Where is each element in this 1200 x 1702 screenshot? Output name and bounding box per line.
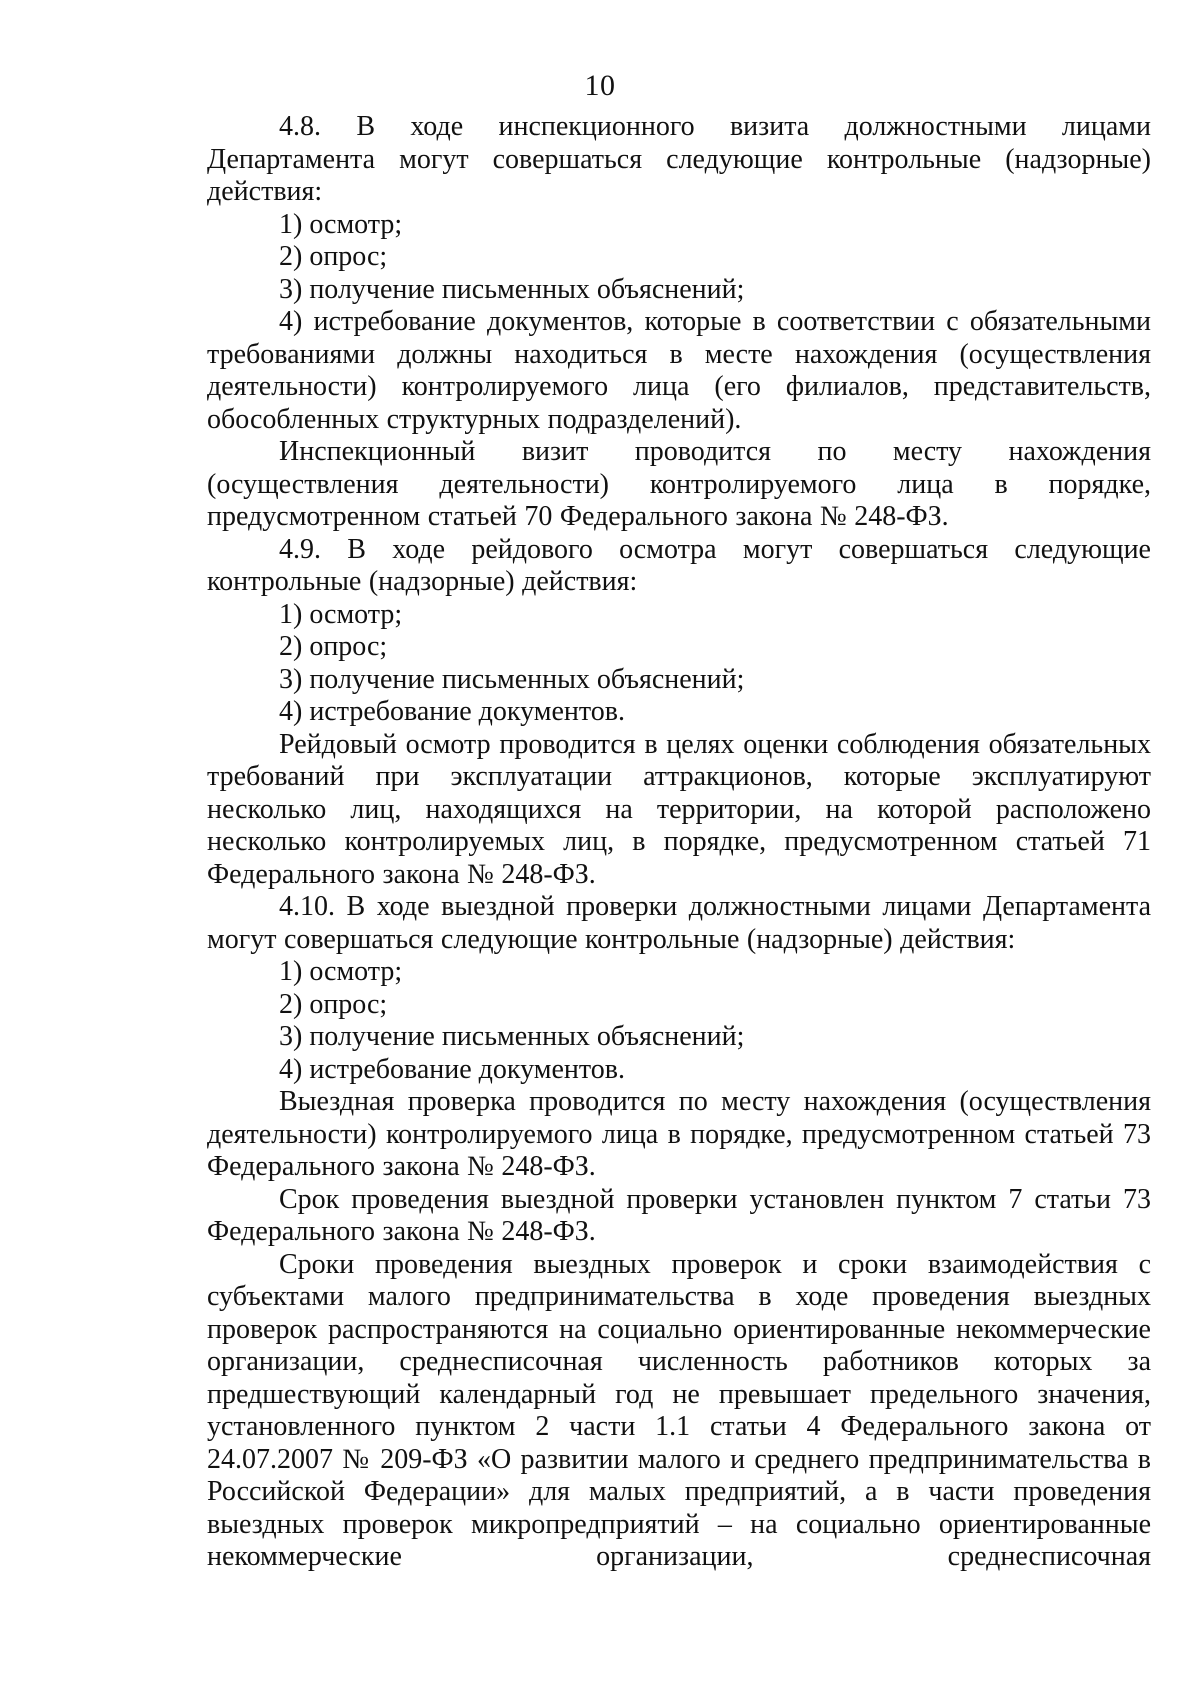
list-item: 3) получение письменных объяснений;	[279, 273, 745, 305]
page-number: 10	[584, 69, 616, 102]
document-body	[207, 111, 1151, 1574]
paragraph: 4.9. В ходе рейдового осмотра могут совершаться следующие контрольные (надзорные) действия:	[207, 533, 1151, 597]
paragraph: 4.10. В ходе выездной проверки должностными лицами Департамента могут совершаться следующие контрольные (надзорные) действия:	[207, 891, 1151, 955]
list-item: 2) опрос;	[279, 241, 388, 272]
list-item: 3) получение письменных объяснений;	[279, 663, 745, 695]
list-item: 2) опрос;	[279, 631, 388, 662]
list-item: 1) осмотр;	[279, 208, 403, 240]
list-item: 3) получение письменных объяснений;	[279, 1021, 745, 1052]
paragraph: Срок проведения выездной проверки установлен пунктом 7 статьи 73 Федерального закона № 248-ФЗ.	[207, 1183, 1151, 1247]
list-item: 1) осмотр;	[279, 598, 403, 630]
list-item: 4) истребование документов.	[279, 1053, 625, 1085]
list-item: 4) истребование документов.	[279, 696, 625, 727]
paragraph: 4) истребование документов, которые в соответствии с обязательными требованиями должны находиться в месте нахождения (осуществления деятельности) контролируемого лица (его филиалов, представительств, обособленных структурных подразделений).	[207, 306, 1151, 435]
paragraph: 4.8. В ходе инспекционного визита должностными лицами Департамента могут совершаться следующие контрольные (надзорные) действия:	[207, 111, 1151, 207]
paragraph: Инспекционный визит проводится по месту нахождения (осуществления деятельности) контролируемого лица в порядке, предусмотренном статьей 70 Федерального закона № 248-ФЗ.	[207, 436, 1151, 532]
list-item: 1) осмотр;	[279, 956, 403, 987]
list-item: 2) опрос;	[279, 988, 388, 1020]
paragraph: Рейдовый осмотр проводится в целях оценки соблюдения обязательных требований при эксплуатации аттракционов, которые эксплуатируют несколько лиц, находящихся на территории, на которой расположено несколько контролируемых лиц, в порядке, предусмотренном статьей 71 Федерального закона № 248-ФЗ.	[207, 728, 1151, 890]
paragraph: Сроки проведения выездных проверок и сроки взаимодействия с субъектами малого предпринимательства в ходе проведения выездных проверок распространяются на социально ориентированные некоммерческие организации, среднесписочная численность работников которых за предшествующий календарный год не превышает предельного значения, установленного пунктом 2 части 1.1 статьи 4 Федерального закона от 24.07.2007 № 209-ФЗ «О развитии малого и среднего предпринимательства в Российской Федерации» для малых предприятий, а в части проведения выездных проверок микропредприятий – на социально ориентированные некоммерческие организации, среднесписочная	[207, 1248, 1151, 1572]
paragraph: Выездная проверка проводится по месту нахождения (осуществления деятельности) контролируемого лица в порядке, предусмотренном статьей 73 Федерального закона № 248-ФЗ.	[207, 1086, 1151, 1182]
